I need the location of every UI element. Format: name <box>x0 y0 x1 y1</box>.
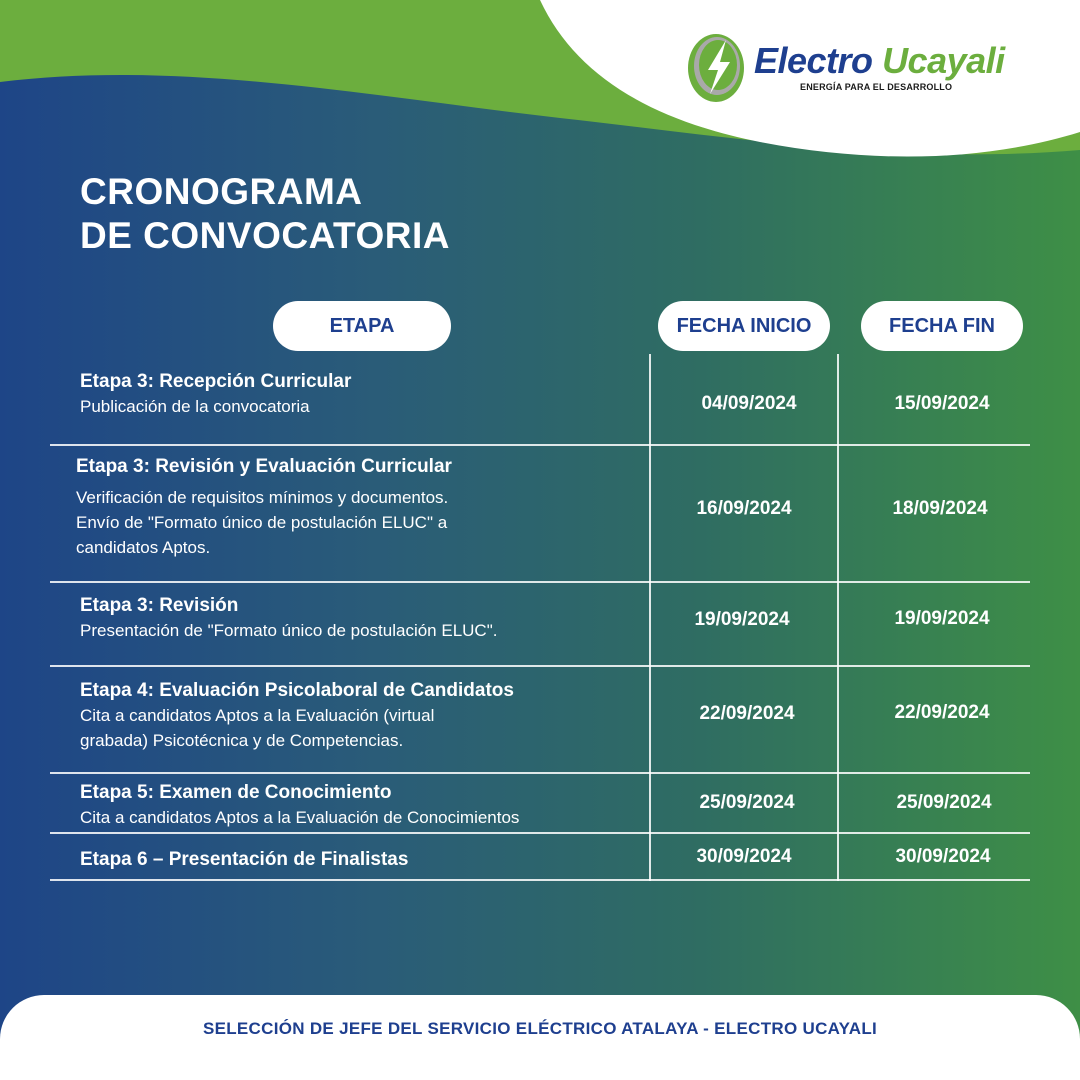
table-row <box>80 594 497 643</box>
footer-text: SELECCIÓN DE JEFE DEL SERVICIO ELÉCTRICO ATALAYA - ELECTRO UCAYALI <box>202 1019 878 1038</box>
row-divider <box>50 581 1030 583</box>
title-line1: CRONOGRAMA <box>80 171 363 212</box>
stage-desc: Publicación de la convocatoria <box>80 397 310 416</box>
date-fin: 22/09/2024 <box>894 702 990 723</box>
stage-title: Etapa 5: Examen de Conocimiento <box>80 782 392 803</box>
lightning-bolt-icon <box>684 28 748 108</box>
row-divider <box>50 772 1030 774</box>
page-title <box>80 170 450 258</box>
date-inicio: 16/09/2024 <box>696 498 792 519</box>
date-fin: 19/09/2024 <box>894 608 990 629</box>
stage-desc: Verificación de requisitos mínimos y documentos. <box>76 488 449 507</box>
stage-desc: Cita a candidatos Aptos a la Evaluación de Conocimientos <box>80 808 520 827</box>
date-fin: 18/09/2024 <box>892 498 988 519</box>
column-divider-fin <box>837 354 839 881</box>
row-divider <box>50 665 1030 667</box>
date-inicio: 25/09/2024 <box>699 792 795 813</box>
row-divider <box>50 832 1030 834</box>
header-fecha-fin: FECHA FIN <box>861 301 1023 351</box>
date-fin: 30/09/2024 <box>895 846 991 867</box>
date-inicio: 22/09/2024 <box>699 703 795 724</box>
date-fin: 25/09/2024 <box>896 792 992 813</box>
stage-desc: candidatos Aptos. <box>76 538 211 557</box>
date-inicio: 19/09/2024 <box>694 609 790 630</box>
header-etapa: ETAPA <box>273 301 451 351</box>
stage-title: Etapa 6 – Presentación de Finalistas <box>80 849 409 870</box>
brand-logo <box>684 28 1004 108</box>
stage-title: Etapa 3: Revisión y Evaluación Curricular <box>76 456 452 477</box>
stage-desc: grabada) Psicotécnica y de Competencias. <box>80 731 404 750</box>
column-divider-inicio <box>649 354 651 881</box>
table-row <box>80 679 514 753</box>
date-inicio: 04/09/2024 <box>701 393 797 414</box>
stage-title: Etapa 3: Revisión <box>80 595 239 616</box>
stage-title: Etapa 4: Evaluación Psicolaboral de Candidatos <box>80 680 514 701</box>
table-row <box>80 781 519 830</box>
row-divider <box>50 444 1030 446</box>
table-row <box>80 848 408 872</box>
date-fin: 15/09/2024 <box>894 393 990 414</box>
brand-tagline: ENERGÍA PARA EL DESARROLLO <box>800 82 953 92</box>
stage-title: Etapa 3: Recepción Curricular <box>80 371 352 392</box>
table-row <box>76 455 452 560</box>
title-line2: DE CONVOCATORIA <box>80 215 450 256</box>
stage-desc: Cita a candidatos Aptos a la Evaluación (virtual <box>80 706 435 725</box>
brand-name <box>754 40 1005 82</box>
stage-desc: Envío de "Formato único de postulación ELUC" a <box>76 513 448 532</box>
brand-name-part2: Ucayali <box>882 40 1005 81</box>
table-row <box>80 370 351 419</box>
brand-name-part1: Electro <box>754 40 873 81</box>
stage-desc: Presentación de "Formato único de postulación ELUC". <box>80 621 498 640</box>
header-fecha-inicio: FECHA INICIO <box>658 301 830 351</box>
row-divider <box>50 879 1030 881</box>
date-inicio: 30/09/2024 <box>696 846 792 867</box>
